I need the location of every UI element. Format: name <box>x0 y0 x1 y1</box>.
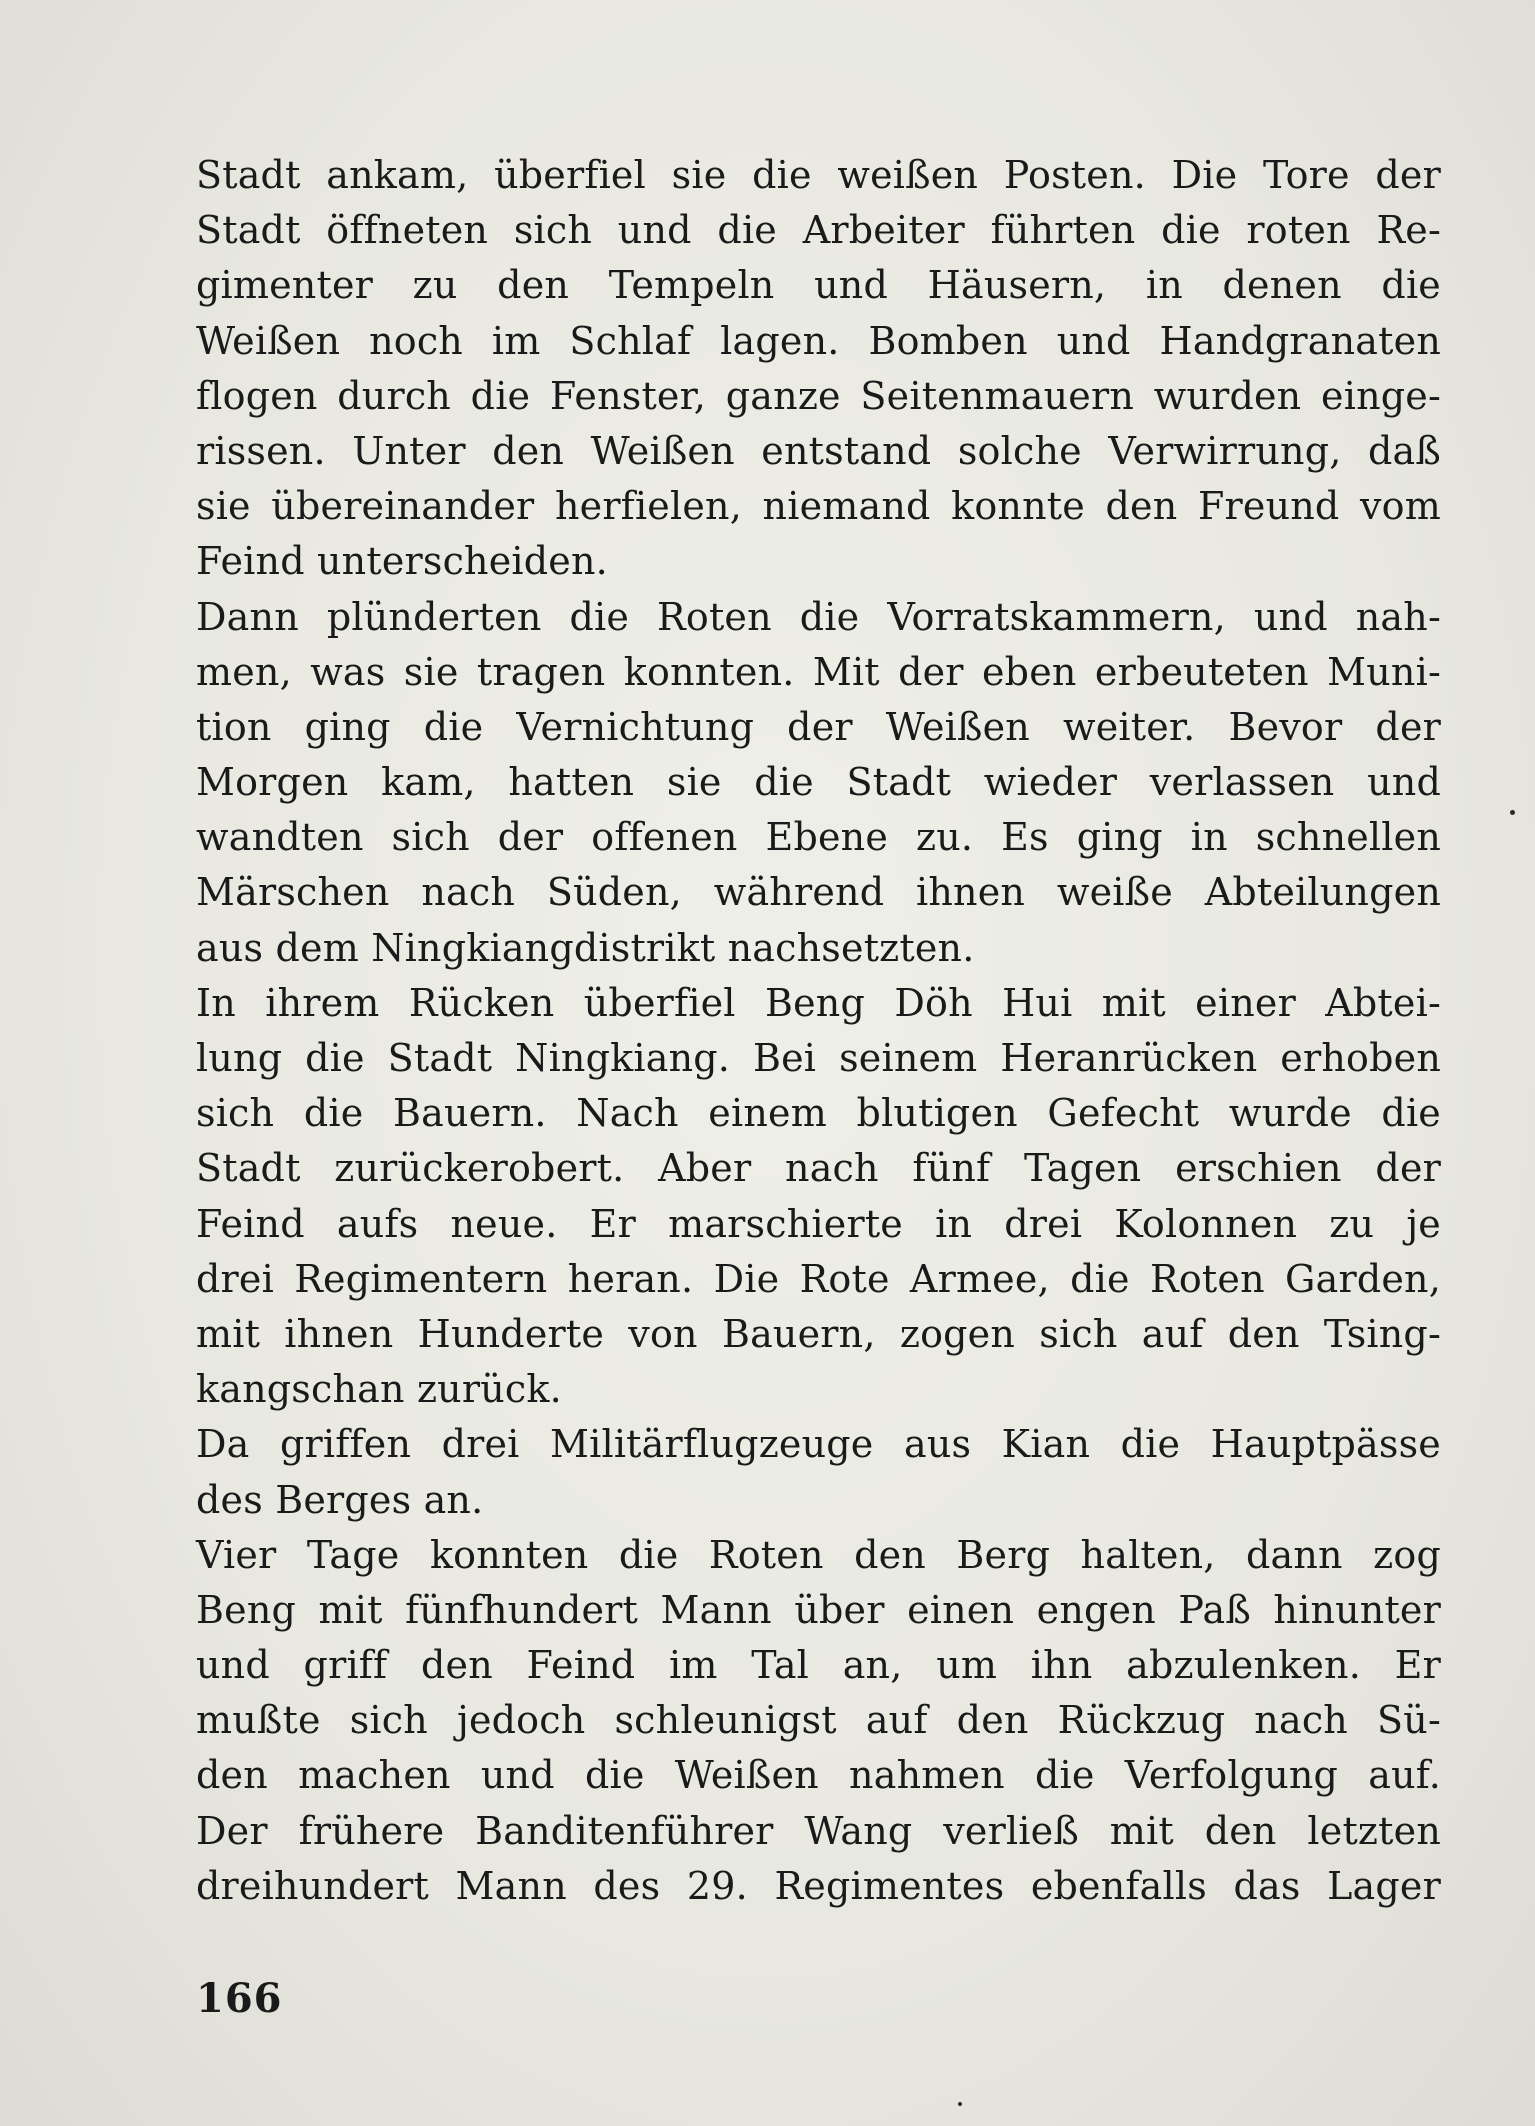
text-line: und griff den Feind im Tal an, um ihn abzulenken. Er <box>196 1643 1441 1688</box>
print-speck <box>1510 810 1515 815</box>
text-line: Stadt ankam, überfiel sie die weißen Posten. Die Tore der <box>196 153 1441 197</box>
text-line: Stadt öffneten sich und die Arbeiter führten die roten Re- <box>196 208 1441 253</box>
text-line: wandten sich der offenen Ebene zu. Es ging in schnellen <box>196 815 1441 860</box>
text-line: Der frühere Banditenführer Wang verließ mit den letzten <box>196 1808 1441 1853</box>
text-line: flogen durch die Fenster, ganze Seitenmauern wurden einge- <box>196 373 1441 418</box>
body-text <box>196 148 1441 1914</box>
text-line: Feind unterscheiden. <box>196 539 608 584</box>
text-line: des Berges an. <box>196 1477 484 1522</box>
text-line: aus dem Ningkiangdistrikt nachsetzten. <box>196 925 975 970</box>
text-line: kangschan zurück. <box>196 1367 562 1412</box>
text-line: Dann plünderten die Roten die Vorratskammern, und nah- <box>196 594 1441 639</box>
text-line: In ihrem Rücken überfiel Beng Döh Hui mit einer Abtei- <box>196 980 1441 1025</box>
text-line: rissen. Unter den Weißen entstand solche Verwirrung, daß <box>196 428 1441 473</box>
text-line: Stadt zurückerobert. Aber nach fünf Tagen erschien der <box>196 1146 1441 1191</box>
text-line: men, was sie tragen konnten. Mit der eben erbeuteten Muni- <box>196 649 1441 694</box>
text-line: sich die Bauern. Nach einem blutigen Gefecht wurde die <box>196 1091 1441 1136</box>
page-number: 166 <box>196 1975 283 2022</box>
text-line: sie übereinander herfielen, niemand konnte den Freund vom <box>196 484 1441 529</box>
text-line: den machen und die Weißen nahmen die Verfolgung auf. <box>196 1753 1441 1798</box>
text-line: Weißen noch im Schlaf lagen. Bomben und Handgranaten <box>196 318 1441 363</box>
print-speck <box>958 2102 962 2106</box>
text-line: tion ging die Vernichtung der Weißen weiter. Bevor der <box>196 704 1441 749</box>
text-line: Feind aufs neue. Er marschierte in drei Kolonnen zu je <box>196 1201 1441 1246</box>
text-line: Märschen nach Süden, während ihnen weiße Abteilungen <box>196 870 1441 915</box>
text-line: mußte sich jedoch schleunigst auf den Rückzug nach Sü- <box>196 1698 1441 1743</box>
text-line: gimenter zu den Tempeln und Häusern, in denen die <box>196 263 1441 308</box>
text-line: Beng mit fünfhundert Mann über einen engen Paß hinunter <box>196 1587 1441 1632</box>
text-line: Morgen kam, hatten sie die Stadt wieder verlassen und <box>196 760 1441 805</box>
text-line: Da griffen drei Militärflugzeuge aus Kian die Hauptpässe <box>196 1422 1441 1467</box>
text-line: mit ihnen Hunderte von Bauern, zogen sich auf den Tsing- <box>196 1311 1441 1356</box>
text-line: drei Regimentern heran. Die Rote Armee, die Roten Garden, <box>196 1256 1441 1301</box>
text-line: dreihundert Mann des 29. Regimentes ebenfalls das Lager <box>196 1863 1441 1908</box>
text-line: lung die Stadt Ningkiang. Bei seinem Heranrücken erhoben <box>196 1036 1441 1080</box>
text-line: Vier Tage konnten die Roten den Berg halten, dann zog <box>196 1532 1441 1577</box>
